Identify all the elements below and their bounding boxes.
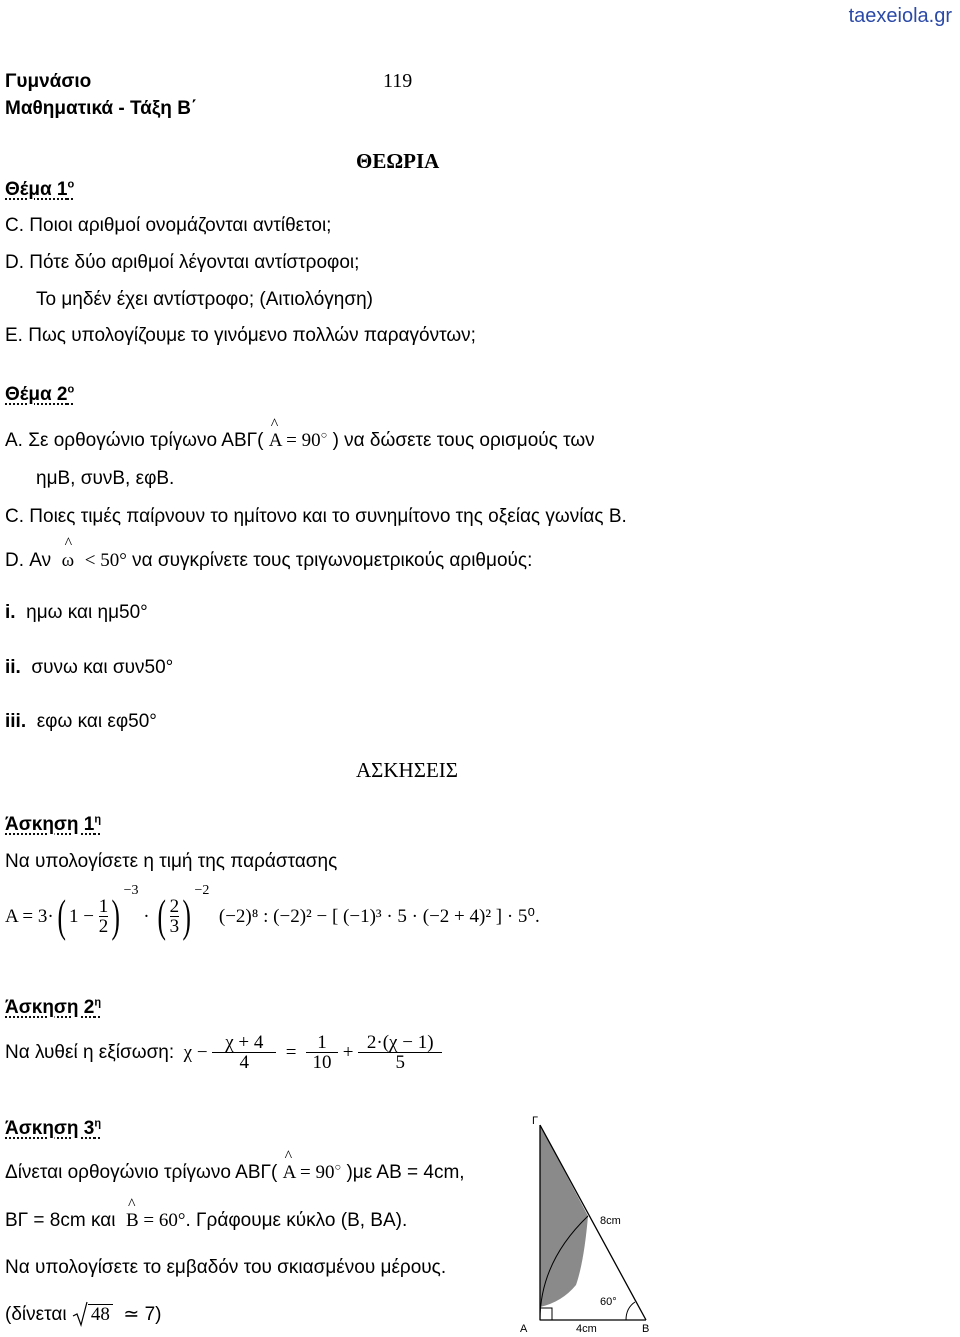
ex2-label: Άσκηση $2^\eta$: [5, 996, 102, 1018]
topic2-label: Θέμα $2^o$: [5, 383, 75, 405]
topic2-item-i: i. ημω και ημ50°: [5, 602, 148, 623]
vertex-a: Α: [520, 1323, 528, 1334]
header-subject: Μαθηματικά - Τάξη Β΄: [5, 98, 198, 119]
radical-sign-icon: [72, 1301, 88, 1327]
ex3-line2: ΒΓ = 8cm και ^ Β = 60°. Γράφουμε κύκλο (Β, ΒΑ).: [5, 1196, 408, 1231]
triangle-figure: [518, 1112, 658, 1334]
theory-title: ΘΕΩΡΙΑ: [356, 149, 440, 173]
ex3-line3: Να υπολογίσετε το εμβαδόν του σκιασμένου μέρους.: [5, 1257, 447, 1278]
ex1-expression: Α = 3· ( 1 − $\frac{1}{2}$ ) −3 · ( $\frac{2}{3}$ ) −2 (−2)⁸ : (−2)² − [ (−1)³ · 5 · (−2 + 4)² ] · 5⁰.: [5, 883, 540, 941]
topic2-item-ii: ii. συνω και συν50°: [5, 657, 174, 678]
ex3-line1: Δίνεται ορθογώνιο τρίγωνο ΑΒΓ( ^ Α = 90○ )με ΑΒ = 4cm,: [5, 1148, 465, 1183]
ex3-line4: (δίνεται 48 ≃ 7): [5, 1301, 161, 1327]
label-60deg: 60°: [600, 1296, 617, 1308]
topic1-c: C. Ποιοι αριθμοί ονομάζονται αντίθετοι;: [5, 215, 332, 236]
topic1-label: Θέμα $1^o$: [5, 178, 75, 200]
exercises-title: ΑΣΚΗΣΕΙΣ: [356, 758, 458, 782]
page-number: 119: [383, 70, 413, 92]
watermark: taexeiola.gr: [848, 5, 952, 27]
ex1-label: Άσκηση $1^\eta$: [5, 813, 102, 835]
topic1-e: E. Πως υπολογίζουμε το γινόμενο πολλών παραγόντων;: [5, 325, 476, 346]
vertex-gamma: Γ: [532, 1115, 539, 1127]
topic1-d: D. Πότε δύο αριθμοί λέγονται αντίστροφοι;: [5, 252, 360, 273]
ex3-label: Άσκηση $3^\eta$: [5, 1117, 102, 1139]
ex2-equation: Να λυθεί η εξίσωση: χ − $\frac{\chi + 4}{4}$ = $\frac{1}{10}$ + $\frac{2\cdot(\chi - 1)}{5}$: [5, 1025, 442, 1079]
header-school: Γυμνάσιο: [5, 71, 92, 92]
topic1-d2: Το μηδέν έχει αντίστροφο; (Αιτιολόγηση): [36, 289, 373, 310]
angle-arc-b: [626, 1302, 635, 1320]
label-4cm: 4cm: [576, 1323, 597, 1334]
vertex-b: Β: [642, 1323, 650, 1334]
topic2-a-line2: ημΒ, συνΒ, εφΒ.: [36, 468, 175, 489]
right-angle-marker: [540, 1308, 552, 1320]
topic2-item-iii: iii. εφω και εφ50°: [5, 711, 157, 732]
shaded-region: [540, 1125, 588, 1307]
ex1-text: Να υπολογίσετε η τιμή της παράστασης: [5, 851, 338, 872]
topic2-d: D. Αν ^ ω < 50° να συγκρίνετε τους τριγωνομετρικούς αριθμούς:: [5, 535, 533, 571]
label-8cm: 8cm: [600, 1215, 621, 1227]
topic2-c: C. Ποιες τιμές παίρνουν το ημίτονο και το συνημίτονο της οξείας γωνίας Β.: [5, 506, 627, 527]
topic2-a: A. Σε ορθογώνιο τρίγωνο ΑΒΓ( ^ Α = 90○ ) να δώσετε τους ορισμούς των: [5, 416, 595, 451]
